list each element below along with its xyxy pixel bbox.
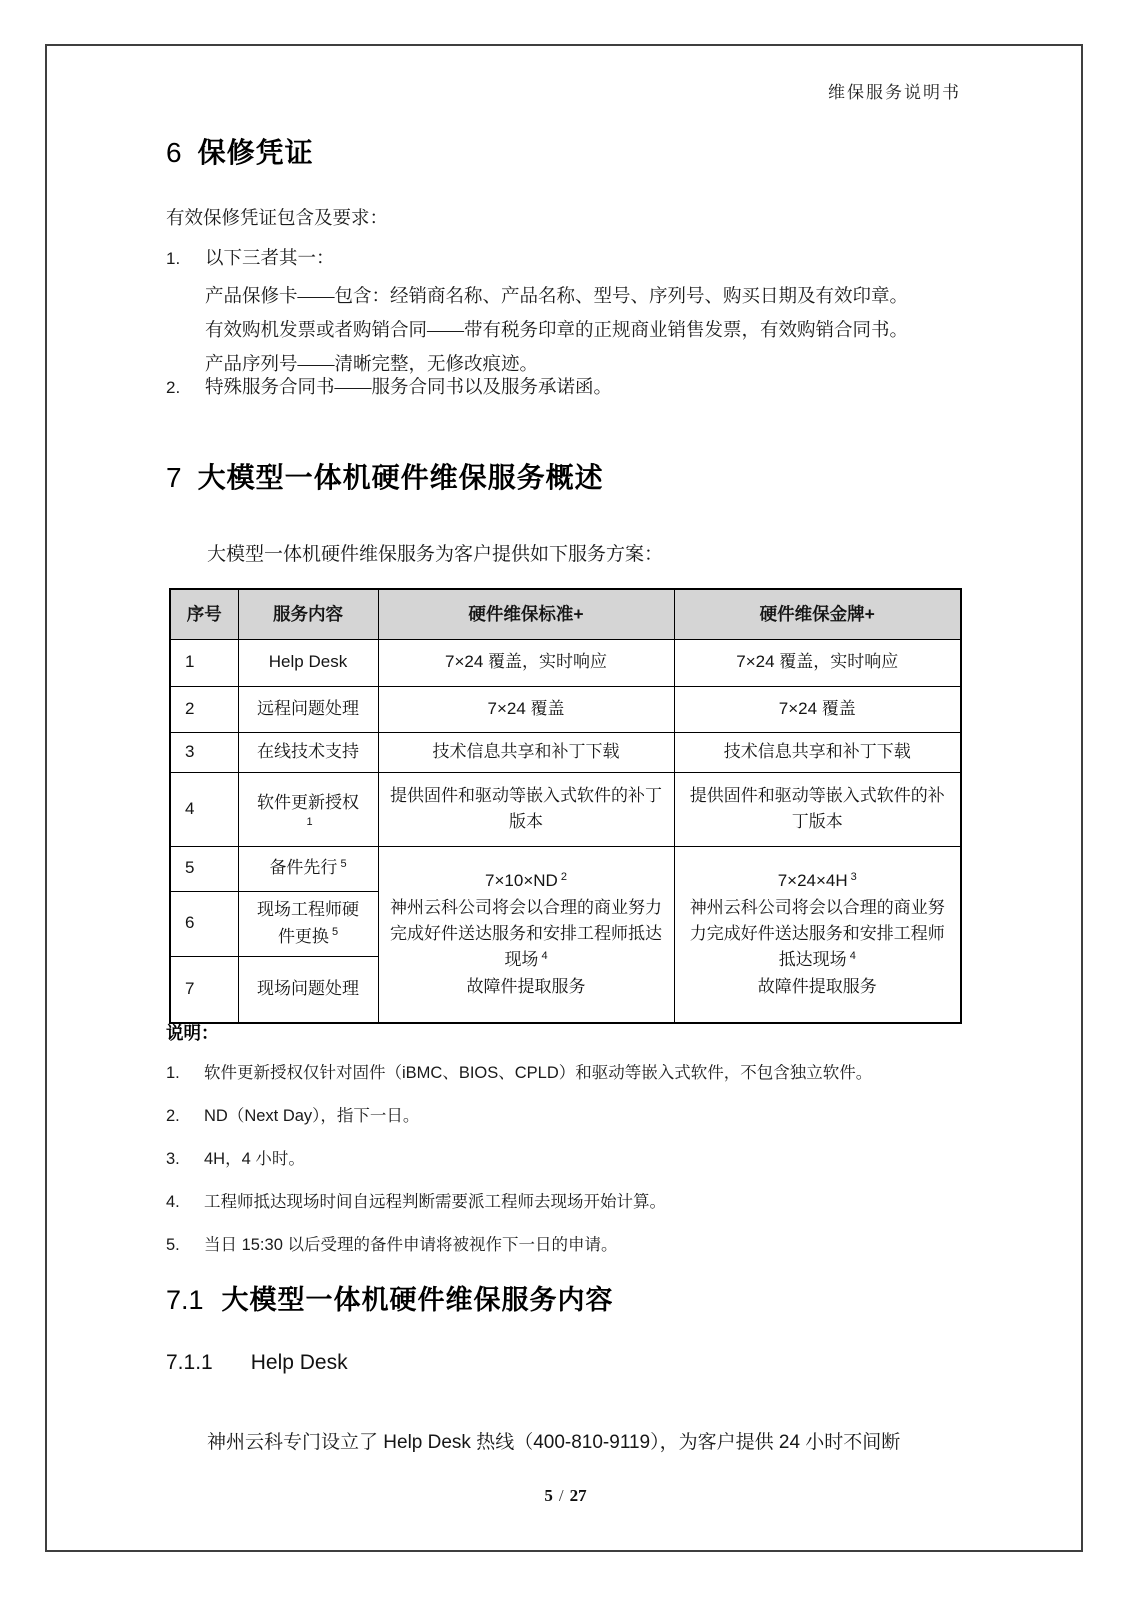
row-index: 4 (170, 772, 238, 846)
page-separator: / (558, 1486, 564, 1505)
note-text: 工程师抵达现场时间自远程判断需要派工程师去现场开始计算。 (204, 1193, 666, 1211)
note-item (166, 1234, 976, 1256)
gold-plus-cell: 7×24 覆盖，实时响应 (674, 639, 961, 686)
note-text: 软件更新授权仅针对固件（iBMC、BIOS、CPLD）和驱动等嵌入式软件，不包含独立软件。 (204, 1064, 873, 1082)
standard-plus-cell: 技术信息共享和补丁下载 (378, 732, 674, 772)
warranty-item-1-text: 以下三者其一： (205, 249, 335, 269)
warranty-item-1-number: 1. (166, 249, 181, 268)
note-item (166, 1062, 976, 1084)
service-name-text: 现场工程师硬件更换 (257, 900, 359, 946)
table-row (170, 639, 961, 686)
warranty-item-2-text: 特殊服务合同书——服务合同书以及服务承诺函。 (205, 378, 613, 398)
standard-plus-merged-cell (378, 846, 674, 1023)
col-header-index: 序号 (170, 589, 238, 639)
section-6-heading (166, 136, 314, 170)
row-index: 2 (170, 686, 238, 732)
service-name: 在线技术支持 (238, 732, 378, 772)
standard-plus-cell: 7×24 覆盖 (378, 686, 674, 732)
note-number: 1. (166, 1064, 180, 1082)
service-footnote-ref: 1 (306, 816, 313, 829)
note-item (166, 1191, 976, 1213)
warranty-detail-line: 产品序列号——清晰完整，无修改痕迹。 (205, 355, 539, 375)
section-7-1-1-heading (166, 1351, 348, 1375)
section-7-1-heading (166, 1278, 614, 1317)
overview-intro-paragraph: 大模型一体机硬件维保服务为客户提供如下服务方案： (207, 544, 664, 565)
note-number: 4. (166, 1193, 180, 1211)
gold-plus-cell: 提供固件和驱动等嵌入式软件的补丁版本 (674, 772, 961, 846)
standard-plus-body: 神州云科公司将会以合理的商业努力完成好件送达服务和安排工程师抵达现场 $^4$ (390, 897, 662, 970)
table-header-row (170, 589, 961, 639)
gold-plus-tail: 故障件提取服务 (757, 976, 877, 996)
page-footer (0, 1486, 1131, 1506)
footnote-ref: 4 (541, 949, 548, 962)
table-row (170, 686, 961, 732)
warranty-item-2 (166, 371, 966, 405)
section-7-1-number: 7.1 (166, 1285, 204, 1315)
standard-plus-cell: 提供固件和驱动等嵌入式软件的补丁版本 (378, 772, 674, 846)
row-index: 3 (170, 732, 238, 772)
warranty-details (205, 280, 965, 382)
section-7-heading (166, 461, 604, 495)
section-7-number: 7 (166, 462, 182, 493)
note-item (166, 1105, 976, 1127)
col-header-gold-plus: 硬件维保金牌+ (674, 589, 961, 639)
table-row (170, 732, 961, 772)
note-text: 4H，4 小时。 (204, 1150, 305, 1168)
total-page-count: 27 (569, 1486, 587, 1505)
section-6-number: 6 (166, 137, 182, 168)
standard-plus-headline: 7×10×ND $^2$ (485, 870, 567, 891)
row-index: 5 (170, 846, 238, 891)
current-page-number: 5 (544, 1486, 553, 1505)
row-index: 7 (170, 956, 238, 1023)
row-index: 6 (170, 891, 238, 956)
section-7-1-1-title: Help Desk (250, 1351, 348, 1374)
service-footnote-ref: 5 (331, 925, 339, 938)
note-item (166, 1148, 976, 1170)
gold-plus-merged-cell (674, 846, 961, 1023)
gold-plus-cell: 7×24 覆盖 (674, 686, 961, 732)
service-name: Help Desk (238, 639, 378, 686)
standard-plus-tail: 故障件提取服务 (466, 976, 586, 996)
section-6-title: 保修凭证 (197, 137, 314, 168)
table-row (170, 772, 961, 846)
section-7-1-1-number: 7.1.1 (166, 1351, 213, 1374)
service-name: 远程问题处理 (238, 686, 378, 732)
gold-plus-headline: 7×24×4H $^3$ (777, 870, 857, 891)
service-name-text: 备件先行 (269, 858, 338, 878)
section-7-1-title: 大模型一体机硬件维保服务内容 (221, 1285, 614, 1315)
service-plan-table (169, 588, 962, 1024)
gold-plus-body: 神州云科公司将会以合理的商业努力完成好件送达服务和安排工程师抵达现场 $^4$ (689, 897, 945, 970)
service-name (238, 846, 378, 891)
warranty-intro: 有效保修凭证包含及要求： (166, 209, 389, 229)
note-number: 3. (166, 1150, 180, 1168)
footnote-ref: 4 (849, 949, 856, 962)
service-name (238, 772, 378, 846)
service-name-text: 软件更新授权 (257, 792, 359, 812)
note-text: 当日 15:30 以后受理的备件申请将被视作下一日的申请。 (204, 1236, 618, 1254)
gold-plus-cell: 技术信息共享和补丁下载 (674, 732, 961, 772)
warranty-item-1 (166, 242, 966, 276)
col-header-standard-plus: 硬件维保标准+ (378, 589, 674, 639)
note-number: 5. (166, 1236, 180, 1254)
footnote-ref: 3 (850, 870, 857, 883)
standard-plus-cell: 7×24 覆盖，实时响应 (378, 639, 674, 686)
warranty-detail-line: 有效购机发票或者购销合同——带有税务印章的正规商业销售发票，有效购销合同书。 (205, 321, 909, 341)
service-footnote-ref: 5 (340, 857, 347, 870)
note-text: ND（Next Day），指下一日。 (204, 1107, 420, 1125)
helpdesk-paragraph: 神州云科专门设立了 Help Desk 热线（400-810-9119），为客户提供 24 小时不间断 (207, 1432, 901, 1453)
notes-list (166, 1062, 976, 1277)
row-index: 1 (170, 639, 238, 686)
footnote-ref: 2 (560, 870, 567, 883)
document-header-title: 维保服务说明书 (828, 83, 961, 102)
table-row (170, 846, 961, 891)
warranty-detail-line: 产品保修卡——包含：经销商名称、产品名称、型号、序列号、购买日期及有效印章。 (205, 287, 909, 307)
notes-label: 说明： (166, 1023, 219, 1043)
section-7-title: 大模型一体机硬件维保服务概述 (197, 462, 604, 493)
col-header-service: 服务内容 (238, 589, 378, 639)
warranty-item-2-number: 2. (166, 378, 181, 397)
service-name (238, 891, 378, 956)
note-number: 2. (166, 1107, 180, 1125)
service-name: 现场问题处理 (238, 956, 378, 1023)
